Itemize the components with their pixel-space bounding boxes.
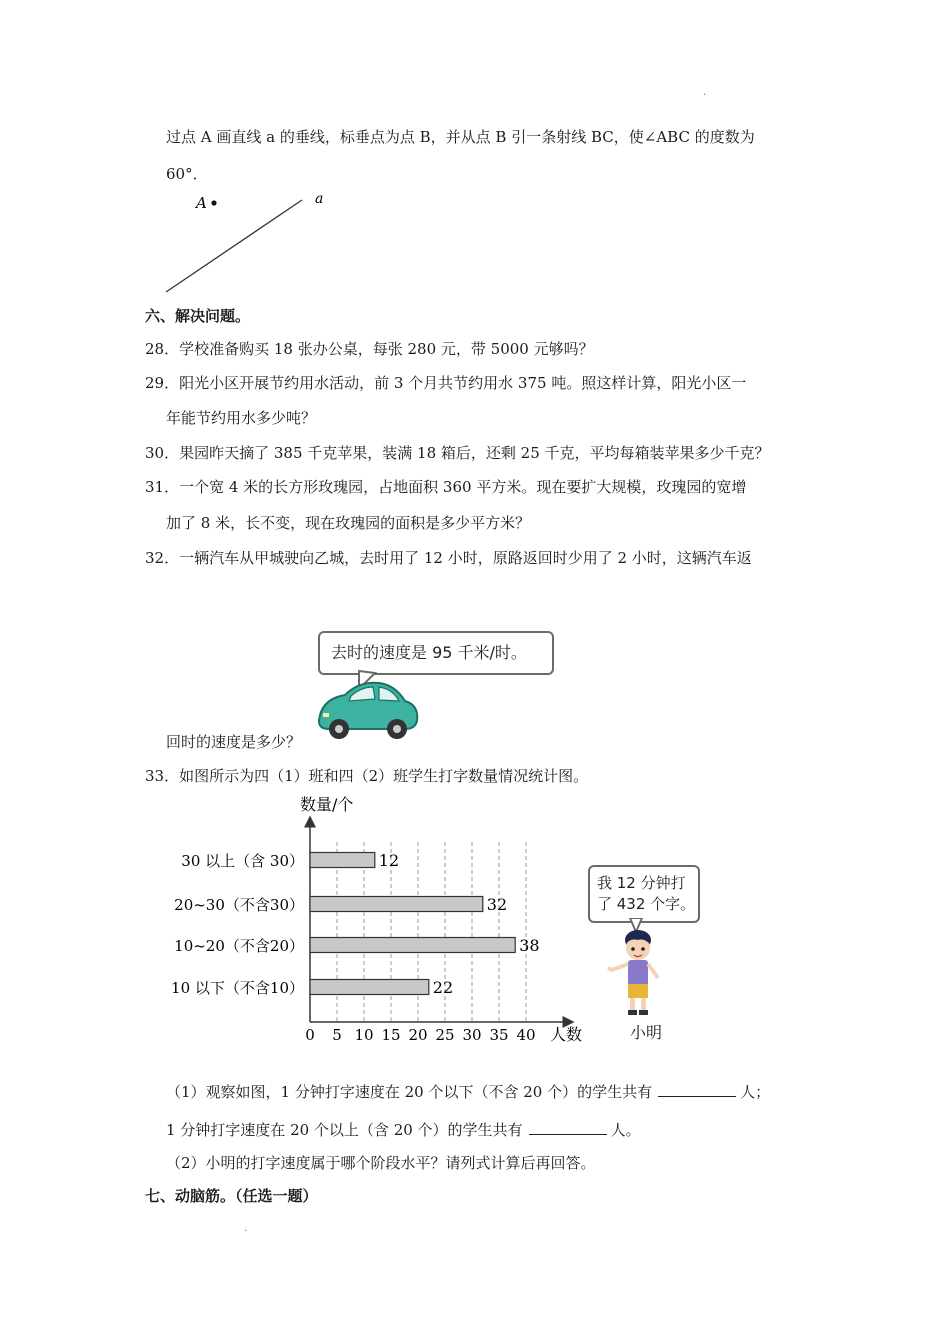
question-33-part1-b-text: 1 分钟打字速度在 20 个以上（含 20 个）的学生共有: [166, 1121, 523, 1139]
answer-blank-1[interactable]: [658, 1082, 736, 1097]
chart-x-tick-label: 40: [516, 1026, 536, 1044]
chart-x-tick-label: 5: [332, 1026, 342, 1044]
question-33-part1-a: [166, 1082, 770, 1102]
chart-x-tick-label: 25: [435, 1026, 455, 1044]
point-a-dot: [211, 200, 216, 205]
chart-y-label: 数量/个: [300, 795, 354, 814]
chart-bar: [310, 853, 375, 868]
kid-speech-line2: 了 432 个字。: [597, 895, 696, 913]
bottom-mark: ·: [244, 1226, 248, 1237]
question-32-line1: 32．一辆汽车从甲城驶向乙城，去时用了 12 小时，原路返回时少用了 2 小时，这辆汽车返: [145, 549, 752, 567]
car-speech-text: 去时的速度是 95 千米/时。: [331, 643, 527, 662]
chart-bar-value-label: 12: [378, 851, 400, 870]
question-33-part1-b-unit: 人。: [610, 1121, 641, 1139]
question-33-part1-b: [166, 1120, 641, 1140]
geometry-instruction-line1: 过点 A 画直线 a 的垂线，标垂点为点 B，并从点 B 引一条射线 BC，使∠ABC 的度数为: [166, 128, 755, 146]
section7-heading: 七、动脑筋。（任选一题）: [145, 1187, 318, 1205]
question-31-line1: 31．一个宽 4 米的长方形玫瑰园，占地面积 360 平方米。现在要扩大规模，玫瑰园的宽增: [145, 478, 747, 496]
question-29-line1: 29．阳光小区开展节约用水活动，前 3 个月共节约用水 375 吨。照这样计算，阳光小区一: [145, 374, 747, 392]
chart-bar: [310, 980, 429, 995]
chart-bar-value-label: 38: [519, 936, 540, 955]
chart-x-tick-label: 20: [408, 1026, 428, 1044]
chart-bar: [310, 897, 483, 912]
kid-name: 小明: [630, 1023, 663, 1042]
chart-x-tick-label: 10: [354, 1026, 374, 1044]
geometry-figure: [160, 186, 340, 298]
typing-chart: [160, 792, 600, 1048]
line-a-label: a: [315, 191, 324, 207]
chart-category-label: 20~30（不含30）: [174, 896, 304, 914]
question-33-intro: 33．如图所示为四（1）班和四（2）班学生打字数量情况统计图。: [145, 767, 589, 785]
chart-x-tick-label: 0: [305, 1026, 315, 1044]
car-illustration: [315, 669, 423, 745]
question-29-line2: 年能节约用水多少吨？: [166, 409, 317, 427]
chart-category-label: 10 以下（不含10）: [171, 979, 304, 997]
question-33-part1-a-text: （1）观察如图，1 分钟打字速度在 20 个以下（不含 20 个）的学生共有: [166, 1083, 653, 1101]
section6-heading: 六、解决问题。: [145, 307, 251, 325]
question-30: 30．果园昨天摘了 385 千克苹果，装满 18 箱后，还剩 25 千克，平均每箱装苹果多少千克？: [145, 444, 770, 462]
kid-speech-bubble: [588, 865, 700, 923]
point-a-label: A: [196, 194, 207, 212]
top-mark: ·: [703, 90, 707, 101]
chart-bar-value-label: 22: [432, 978, 454, 997]
chart-category-label: 30 以上（含 30）: [181, 852, 304, 870]
line-a: [166, 200, 302, 292]
question-28: 28．学校准备购买 18 张办公桌，每张 280 元，带 5000 元够吗？: [145, 340, 594, 358]
chart-bar-value-label: 32: [486, 895, 508, 914]
answer-blank-2[interactable]: [529, 1120, 607, 1135]
question-33-part1-a-unit: 人；: [740, 1083, 771, 1101]
chart-x-tick-label: 30: [462, 1026, 482, 1044]
chart-x-label: 人数: [550, 1025, 583, 1044]
kid-illustration: [600, 918, 680, 1022]
question-33-part2: （2）小明的打字速度属于哪个阶段水平？请列式计算后再回答。: [166, 1154, 596, 1172]
kid-bubble-tail: [630, 918, 642, 932]
geometry-instruction-line2: 60°．: [166, 165, 208, 183]
chart-category-label: 10~20（不含20）: [174, 937, 304, 955]
chart-x-tick-label: 15: [381, 1026, 401, 1044]
chart-bar: [310, 938, 515, 953]
chart-x-tick-label: 35: [489, 1026, 509, 1044]
question-31-line2: 加了 8 米，长不变，现在玫瑰园的面积是多少平方米？: [166, 514, 531, 532]
kid-speech-line1: 我 12 分钟打: [597, 874, 686, 892]
question-32-line2: 回时的速度是多少？: [166, 733, 302, 751]
